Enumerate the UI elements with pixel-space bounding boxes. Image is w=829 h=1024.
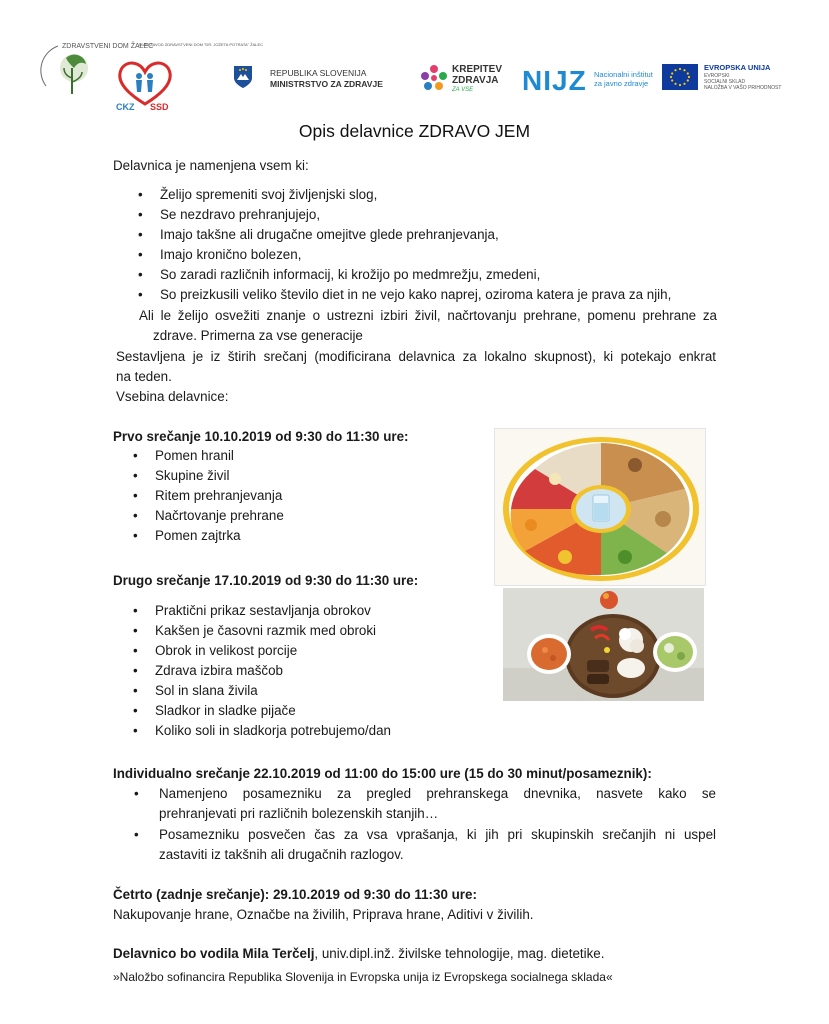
- rs-line1: REPUBLIKA SLOVENIJA: [270, 68, 367, 78]
- ministry-of-health-logo: [232, 64, 402, 94]
- eu-esf-logo: [662, 60, 797, 100]
- ssd-label: SSD: [150, 102, 169, 112]
- document-title: Opis delavnice ZDRAVO JEM: [298, 121, 531, 141]
- meal-photo: [503, 588, 704, 701]
- nijz-line2: za javno zdravje: [594, 79, 649, 88]
- nijz-wordmark: NIJZ: [522, 65, 587, 96]
- list-item: • Zdrava izbira maščob: [129, 661, 391, 681]
- list-item: • Koliko soli in sladkorja potrebujemo/dan: [129, 721, 391, 741]
- individual-heading: Individualno srečanje 22.10.2019 od 11:00 do 15:00 ure (15 do 30 minut/posameznik):: [113, 766, 652, 781]
- eu-line3: SOCIALNI SKLAD: [704, 79, 746, 85]
- zd-zalec-name: ZDRAVSTVENI DOM ŽALEC: [62, 43, 154, 50]
- eu-flag-icon: [662, 64, 698, 90]
- individual-item2-line2: zastaviti iz takšnih ali drugačnih razlogov.: [159, 847, 404, 862]
- list-item: • Praktični prikaz sestavljanja obrokov: [129, 601, 391, 621]
- leader-name: Delavnico bo vodila Mila Terčelj: [113, 946, 315, 961]
- logo-bar: [30, 34, 800, 120]
- list-item: • Se nezdravo prehranjujejo,: [134, 205, 671, 225]
- ckz-ssd-logo: [112, 54, 178, 116]
- list-item: • Sladkor in sladke pijače: [129, 701, 391, 721]
- meeting1-heading: Prvo srečanje 10.10.2019 od 9:30 do 11:30 ure:: [113, 429, 409, 444]
- list-item: • So zaradi različnih informacij, ki krožijo po medmrežju, zmedeni,: [134, 265, 671, 285]
- content-label: Vsebina delavnice:: [116, 389, 229, 404]
- eu-line1: EVROPSKA UNIJA: [704, 63, 771, 72]
- kz-line3: ZA VSE: [452, 87, 474, 93]
- meeting1-list: [129, 446, 284, 546]
- list-item: • Kakšen je časovni razmik med obroki: [129, 621, 391, 641]
- fourth-heading: Četrto (zadnje srečanje): 29.10.2019 od 9:30 do 11:30 ure:: [113, 887, 477, 902]
- meal-plate-photo-icon: [503, 588, 704, 701]
- kz-line1: KREPITEV: [452, 64, 503, 75]
- leader-line: [113, 944, 604, 964]
- krepitev-zdravja-logo: [420, 62, 512, 102]
- list-item: • Obrok in velikost porcije: [129, 641, 391, 661]
- audience-extra-line1: Ali le želijo osvežiti znanje o ustrezni izbiri živil, načrtovanju prehrane, pomenu prehrane za: [139, 308, 717, 323]
- composition-line2: na teden.: [116, 369, 172, 384]
- list-item: • Pomen zajtrka: [129, 526, 284, 546]
- individual-item1-line1: Namenjeno posamezniku za pregled prehranskega dnevnika, nasvete kako se: [159, 786, 716, 801]
- fourth-text: Nakupovanje hrane, Označbe na živilih, Priprava hrane, Aditivi v živilih.: [113, 907, 534, 922]
- individual-bullet-1: •: [134, 786, 139, 801]
- funding-footer: »Naložbo sofinancira Republika Slovenija in Evropska unija iz Evropskega socialnega sklada«: [113, 970, 613, 984]
- list-item: • Imajo takšne ali drugačne omejitve glede prehranjevanja,: [134, 225, 671, 245]
- nijz-line1: Nacionalni inštitut: [594, 70, 653, 79]
- rs-line2: MINISTRSTVO ZA ZDRAVJE: [270, 79, 383, 89]
- list-item: • Skupine živil: [129, 466, 284, 486]
- list-item: • Sol in slana živila: [129, 681, 391, 701]
- intro-text: Delavnica je namenjena vsem ki:: [113, 158, 309, 173]
- kz-line2: ZDRAVJA: [452, 75, 499, 86]
- food-pyramid-plate-image: [494, 428, 706, 586]
- list-item: • Imajo kronično bolezen,: [134, 245, 671, 265]
- list-item: • Pomen hranil: [129, 446, 284, 466]
- slovenia-coat-of-arms-icon: [232, 64, 254, 90]
- ckz-label: CKZ: [116, 102, 135, 112]
- zd-zalec-logo: [38, 38, 154, 102]
- individual-item1-line2: prehranjevati pri različnih bolezenskih stanjih…: [159, 806, 439, 821]
- list-item: • Želijo spremeniti svoj življenjski slog,: [134, 185, 671, 205]
- meeting2-heading: Drugo srečanje 17.10.2019 od 9:30 do 11:30 ure:: [113, 573, 419, 588]
- eu-line2: EVROPSKI: [704, 73, 730, 79]
- individual-item2-line1: Posamezniku posvečen čas za vsa vprašanja, ki jih pri skupinskih srečanjih ni uspel: [159, 827, 716, 842]
- leader-credentials: , univ.dipl.inž. živilske tehnologije, mag. dietetike.: [314, 946, 605, 961]
- food-plate-illustration-icon: [495, 429, 706, 586]
- health-puzzle-icon: [420, 64, 448, 92]
- individual-bullet-2: •: [134, 827, 139, 842]
- zd-zalec-subtitle: JAVNI ZAVOD ZDRAVSTVENI DOM "DR. JOŽETA POTRATA" ŽALEC: [138, 42, 264, 47]
- audience-extra-line2: zdrave. Primerna za vse generacije: [153, 328, 363, 343]
- meeting2-list: [129, 601, 391, 741]
- composition-line1: Sestavljena je iz štirih srečanj (modificirana delavnica za lokalno skupnost), ki potekajo enkrat: [116, 349, 716, 364]
- list-item: • Ritem prehranjevanja: [129, 486, 284, 506]
- audience-list: [134, 185, 671, 305]
- list-item: • Načrtovanje prehrane: [129, 506, 284, 526]
- eu-line4: NALOŽBA V VAŠO PRIHODNOST: [704, 85, 782, 91]
- list-item: • So preizkusili veliko število diet in ne vejo kako naprej, oziroma katera je prava za njih,: [134, 285, 671, 305]
- nijz-logo: [522, 64, 658, 100]
